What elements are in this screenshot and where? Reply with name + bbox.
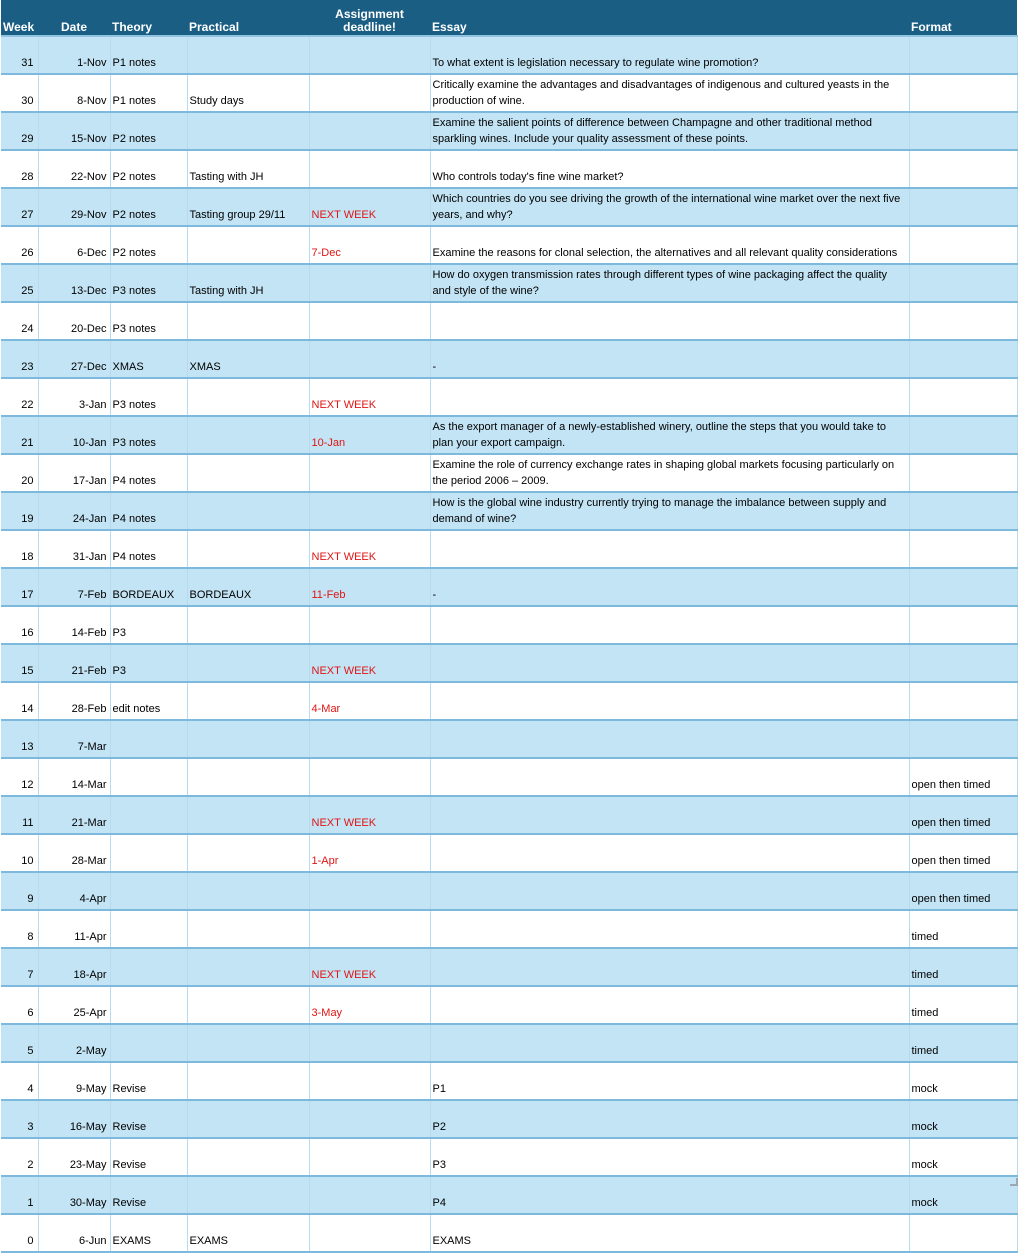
cell-week[interactable]: 26 [1, 226, 38, 264]
cell-format[interactable] [909, 340, 1017, 378]
cell-week[interactable]: 11 [1, 796, 38, 834]
table-row [1, 112, 1017, 150]
cell-essay[interactable]: Examine the role of currency exchange rates in shaping global markets focusing particularly on the period 2006 – 2009. [430, 454, 909, 492]
cell-deadline[interactable]: 11-Feb [309, 568, 430, 606]
cell-theory[interactable]: Revise [110, 1062, 187, 1100]
cell-format[interactable] [909, 416, 1017, 454]
cell-practical[interactable] [187, 796, 309, 834]
table-row [1, 188, 1017, 226]
cell-week[interactable]: 31 [1, 36, 38, 74]
table-row [1, 872, 1017, 910]
column-header-assignment-deadline[interactable] [309, 0, 430, 36]
cell-deadline[interactable] [309, 1214, 430, 1252]
cell-deadline[interactable] [309, 1138, 430, 1176]
cell-format[interactable] [909, 150, 1017, 188]
cell-practical[interactable] [187, 378, 309, 416]
cell-essay[interactable] [430, 948, 909, 986]
cell-week[interactable]: 20 [1, 454, 38, 492]
schedule-spreadsheet [1, 0, 1018, 1253]
table-row [1, 606, 1017, 644]
cell-theory[interactable]: P3 notes [110, 416, 187, 454]
cell-essay[interactable]: - [430, 340, 909, 378]
cell-practical[interactable]: Tasting with JH [187, 264, 309, 302]
cell-format[interactable]: timed [909, 948, 1017, 986]
cell-deadline[interactable]: 3-May [309, 986, 430, 1024]
table-row [1, 1062, 1017, 1100]
cell-format[interactable] [909, 74, 1017, 112]
table-row [1, 264, 1017, 302]
cell-format[interactable] [909, 302, 1017, 340]
cell-essay[interactable] [430, 530, 909, 568]
cell-practical[interactable]: BORDEAUX [187, 568, 309, 606]
cell-essay[interactable] [430, 834, 909, 872]
table-row [1, 568, 1017, 606]
cell-deadline[interactable] [309, 492, 430, 530]
cell-date[interactable]: 20-Dec [38, 302, 110, 340]
cell-practical[interactable]: EXAMS [187, 1214, 309, 1252]
cell-practical[interactable] [187, 226, 309, 264]
cell-practical[interactable] [187, 872, 309, 910]
cell-essay[interactable] [430, 872, 909, 910]
cell-essay[interactable]: Which countries do you see driving the growth of the international wine market over the next five years, and why? [430, 188, 909, 226]
cell-theory[interactable]: P4 notes [110, 492, 187, 530]
cell-date[interactable]: 21-Mar [38, 796, 110, 834]
cell-theory[interactable] [110, 720, 187, 758]
cell-format[interactable]: mock [909, 1100, 1017, 1138]
cell-format[interactable] [909, 454, 1017, 492]
cell-practical[interactable] [187, 1062, 309, 1100]
cell-date[interactable]: 7-Mar [38, 720, 110, 758]
cell-week[interactable]: 1 [1, 1176, 38, 1214]
cell-practical[interactable] [187, 834, 309, 872]
cell-date[interactable]: 22-Nov [38, 150, 110, 188]
cell-date[interactable]: 14-Mar [38, 758, 110, 796]
cell-practical[interactable] [187, 112, 309, 150]
cell-week[interactable]: 30 [1, 74, 38, 112]
cell-theory[interactable]: P3 notes [110, 264, 187, 302]
cell-week[interactable]: 2 [1, 1138, 38, 1176]
cell-week[interactable]: 13 [1, 720, 38, 758]
cell-practical[interactable]: Tasting with JH [187, 150, 309, 188]
cell-format[interactable] [909, 530, 1017, 568]
cell-week[interactable]: 18 [1, 530, 38, 568]
cell-theory[interactable]: P2 notes [110, 226, 187, 264]
cell-week[interactable]: 21 [1, 416, 38, 454]
cell-format[interactable]: timed [909, 910, 1017, 948]
cell-date[interactable]: 21-Feb [38, 644, 110, 682]
cell-practical[interactable] [187, 36, 309, 74]
cell-date[interactable]: 8-Nov [38, 74, 110, 112]
column-header-theory[interactable]: Theory [110, 0, 187, 36]
cell-theory[interactable] [110, 834, 187, 872]
cell-week[interactable]: 22 [1, 378, 38, 416]
cell-week[interactable]: 17 [1, 568, 38, 606]
cell-deadline[interactable] [309, 264, 430, 302]
table-row [1, 416, 1017, 454]
cell-format[interactable]: timed [909, 1024, 1017, 1062]
cell-format[interactable]: open then timed [909, 834, 1017, 872]
cell-week[interactable]: 19 [1, 492, 38, 530]
cell-essay[interactable]: How do oxygen transmission rates through different types of wine packaging affect the quality and style of the wine? [430, 264, 909, 302]
cell-format[interactable] [909, 492, 1017, 530]
cell-theory[interactable]: Revise [110, 1100, 187, 1138]
table-row [1, 378, 1017, 416]
cell-practical[interactable]: Study days [187, 74, 309, 112]
cell-theory[interactable]: P3 [110, 644, 187, 682]
cell-date[interactable]: 1-Nov [38, 36, 110, 74]
column-header-essay[interactable]: Essay [430, 0, 909, 36]
cell-date[interactable]: 16-May [38, 1100, 110, 1138]
cell-theory[interactable]: P2 notes [110, 112, 187, 150]
cell-essay[interactable]: Critically examine the advantages and disadvantages of indigenous and cultured yeasts in the production of wine. [430, 74, 909, 112]
table-row [1, 1024, 1017, 1062]
cell-week[interactable]: 29 [1, 112, 38, 150]
cell-format[interactable] [909, 378, 1017, 416]
cell-date[interactable]: 28-Mar [38, 834, 110, 872]
cell-week[interactable]: 8 [1, 910, 38, 948]
cell-date[interactable]: 28-Feb [38, 682, 110, 720]
cell-week[interactable]: 10 [1, 834, 38, 872]
cell-format[interactable] [909, 188, 1017, 226]
cell-date[interactable]: 11-Apr [38, 910, 110, 948]
table-row [1, 1176, 1017, 1214]
cell-format[interactable] [909, 720, 1017, 758]
cell-deadline[interactable] [309, 1176, 430, 1214]
cell-essay[interactable]: P1 [430, 1062, 909, 1100]
cell-deadline[interactable] [309, 1062, 430, 1100]
cell-week[interactable]: 27 [1, 188, 38, 226]
cell-theory[interactable]: edit notes [110, 682, 187, 720]
cell-theory[interactable]: P1 notes [110, 74, 187, 112]
cell-week[interactable]: 16 [1, 606, 38, 644]
cell-date[interactable]: 25-Apr [38, 986, 110, 1024]
cell-date[interactable]: 7-Feb [38, 568, 110, 606]
cell-date[interactable]: 30-May [38, 1176, 110, 1214]
table-row [1, 74, 1017, 112]
cell-theory[interactable]: P2 notes [110, 188, 187, 226]
cell-practical[interactable] [187, 682, 309, 720]
cell-essay[interactable] [430, 606, 909, 644]
cell-week[interactable]: 0 [1, 1214, 38, 1252]
table-row [1, 796, 1017, 834]
cell-format[interactable]: open then timed [909, 872, 1017, 910]
cell-date[interactable]: 29-Nov [38, 188, 110, 226]
cell-format[interactable]: timed [909, 986, 1017, 1024]
cell-date[interactable]: 2-May [38, 1024, 110, 1062]
table-row [1, 492, 1017, 530]
cell-theory[interactable]: P3 [110, 606, 187, 644]
cell-deadline[interactable] [309, 606, 430, 644]
cell-week[interactable]: 6 [1, 986, 38, 1024]
cell-practical[interactable]: Tasting group 29/11 [187, 188, 309, 226]
cell-week[interactable]: 9 [1, 872, 38, 910]
column-header-practical[interactable]: Practical [187, 0, 309, 36]
cell-theory[interactable]: Revise [110, 1138, 187, 1176]
cell-practical[interactable] [187, 492, 309, 530]
cell-date[interactable]: 10-Jan [38, 416, 110, 454]
cell-deadline[interactable]: 4-Mar [309, 682, 430, 720]
cell-deadline[interactable] [309, 910, 430, 948]
cell-week[interactable]: 15 [1, 644, 38, 682]
table-row [1, 36, 1017, 74]
cell-theory[interactable] [110, 796, 187, 834]
table-row [1, 834, 1017, 872]
cell-date[interactable]: 14-Feb [38, 606, 110, 644]
cell-essay[interactable]: Examine the reasons for clonal selection, the alternatives and all relevant quality considerations [430, 226, 909, 264]
cell-practical[interactable] [187, 454, 309, 492]
cell-deadline[interactable] [309, 36, 430, 74]
cell-deadline[interactable] [309, 302, 430, 340]
cell-date[interactable]: 15-Nov [38, 112, 110, 150]
cell-format[interactable] [909, 1214, 1017, 1252]
cell-theory[interactable] [110, 1024, 187, 1062]
cell-week[interactable]: 25 [1, 264, 38, 302]
cell-date[interactable]: 6-Dec [38, 226, 110, 264]
table-row [1, 720, 1017, 758]
cell-theory[interactable] [110, 948, 187, 986]
cell-format[interactable]: mock [909, 1062, 1017, 1100]
table-row [1, 226, 1017, 264]
cell-deadline[interactable]: 7-Dec [309, 226, 430, 264]
cell-deadline[interactable] [309, 454, 430, 492]
cell-deadline[interactable] [309, 872, 430, 910]
column-header-date[interactable]: Date [38, 0, 110, 36]
cell-theory[interactable]: BORDEAUX [110, 568, 187, 606]
table-row [1, 1138, 1017, 1176]
table-row [1, 682, 1017, 720]
cell-deadline[interactable] [309, 1024, 430, 1062]
cell-practical[interactable] [187, 416, 309, 454]
cell-deadline[interactable] [309, 74, 430, 112]
column-header-format[interactable]: Format [909, 0, 1017, 36]
cell-format[interactable] [909, 226, 1017, 264]
cell-deadline[interactable] [309, 112, 430, 150]
cell-date[interactable]: 23-May [38, 1138, 110, 1176]
cell-deadline[interactable] [309, 720, 430, 758]
cell-deadline[interactable]: 10-Jan [309, 416, 430, 454]
cell-theory[interactable] [110, 910, 187, 948]
cell-practical[interactable] [187, 1176, 309, 1214]
cell-practical[interactable] [187, 986, 309, 1024]
cell-week[interactable]: 23 [1, 340, 38, 378]
cell-date[interactable]: 18-Apr [38, 948, 110, 986]
table-row [1, 948, 1017, 986]
deadline-header-line2: deadline! [343, 20, 396, 34]
table-row [1, 910, 1017, 948]
cell-format[interactable]: open then timed [909, 758, 1017, 796]
cell-essay[interactable] [430, 910, 909, 948]
table-row [1, 302, 1017, 340]
cell-practical[interactable] [187, 1138, 309, 1176]
cell-format[interactable] [909, 112, 1017, 150]
cell-week[interactable]: 5 [1, 1024, 38, 1062]
cell-theory[interactable]: P3 notes [110, 302, 187, 340]
cell-week[interactable]: 3 [1, 1100, 38, 1138]
cell-date[interactable]: 24-Jan [38, 492, 110, 530]
cell-essay[interactable]: Who controls today's fine wine market? [430, 150, 909, 188]
cell-essay[interactable] [430, 302, 909, 340]
cell-essay[interactable]: To what extent is legislation necessary to regulate wine promotion? [430, 36, 909, 74]
cell-week[interactable]: 4 [1, 1062, 38, 1100]
cell-essay[interactable]: How is the global wine industry currently trying to manage the imbalance between supply and demand of wine? [430, 492, 909, 530]
cell-essay[interactable] [430, 1024, 909, 1062]
cell-deadline[interactable] [309, 340, 430, 378]
cell-essay[interactable] [430, 986, 909, 1024]
cell-format[interactable]: mock [909, 1138, 1017, 1176]
cell-essay[interactable]: - [430, 568, 909, 606]
cell-deadline[interactable]: NEXT WEEK [309, 188, 430, 226]
cell-theory[interactable]: P4 notes [110, 530, 187, 568]
cell-practical[interactable] [187, 720, 309, 758]
table-row [1, 1214, 1017, 1252]
cell-theory[interactable] [110, 758, 187, 796]
cell-deadline[interactable]: NEXT WEEK [309, 796, 430, 834]
cell-deadline[interactable] [309, 150, 430, 188]
cell-date[interactable]: 31-Jan [38, 530, 110, 568]
table-row [1, 150, 1017, 188]
cell-week[interactable]: 12 [1, 758, 38, 796]
table-row [1, 530, 1017, 568]
cell-essay[interactable] [430, 720, 909, 758]
cell-week[interactable]: 14 [1, 682, 38, 720]
cell-essay[interactable] [430, 682, 909, 720]
cell-practical[interactable] [187, 530, 309, 568]
cell-theory[interactable] [110, 872, 187, 910]
cell-format[interactable] [909, 568, 1017, 606]
deadline-header-line1: Assignment [335, 7, 404, 21]
cell-essay[interactable]: Examine the salient points of difference between Champagne and other traditional method sparkling wines. Include your quality assessment of these points. [430, 112, 909, 150]
cell-theory[interactable] [110, 986, 187, 1024]
cell-practical[interactable] [187, 948, 309, 986]
cell-date[interactable]: 9-May [38, 1062, 110, 1100]
table-row [1, 340, 1017, 378]
cell-practical[interactable]: XMAS [187, 340, 309, 378]
table-row [1, 1100, 1017, 1138]
table-row [1, 644, 1017, 682]
schedule-rows [1, 36, 1017, 1252]
cell-week[interactable]: 7 [1, 948, 38, 986]
column-header-week[interactable]: Week [1, 0, 38, 36]
cell-essay[interactable]: As the export manager of a newly-established winery, outline the steps that you would take to plan your export campaign. [430, 416, 909, 454]
cell-theory[interactable]: P3 notes [110, 378, 187, 416]
cell-deadline[interactable]: NEXT WEEK [309, 644, 430, 682]
cell-essay[interactable] [430, 378, 909, 416]
cell-date[interactable]: 4-Apr [38, 872, 110, 910]
cell-practical[interactable] [187, 758, 309, 796]
cell-practical[interactable] [187, 302, 309, 340]
cell-essay[interactable]: P3 [430, 1138, 909, 1176]
cell-deadline[interactable]: NEXT WEEK [309, 948, 430, 986]
cell-essay[interactable]: P2 [430, 1100, 909, 1138]
cell-theory[interactable]: P4 notes [110, 454, 187, 492]
cell-deadline[interactable] [309, 758, 430, 796]
cell-format[interactable] [909, 644, 1017, 682]
cell-format[interactable] [909, 682, 1017, 720]
cell-practical[interactable] [187, 1024, 309, 1062]
resize-handle-icon[interactable] [1010, 1178, 1018, 1186]
cell-week[interactable]: 24 [1, 302, 38, 340]
cell-essay[interactable] [430, 758, 909, 796]
cell-format[interactable] [909, 36, 1017, 74]
cell-theory[interactable]: P1 notes [110, 36, 187, 74]
cell-date[interactable]: 13-Dec [38, 264, 110, 302]
cell-essay[interactable]: EXAMS [430, 1214, 909, 1252]
cell-format[interactable]: mock [909, 1176, 1017, 1214]
cell-format[interactable] [909, 606, 1017, 644]
cell-theory[interactable]: Revise [110, 1176, 187, 1214]
cell-essay[interactable]: P4 [430, 1176, 909, 1214]
cell-week[interactable]: 28 [1, 150, 38, 188]
header-row [1, 0, 1017, 36]
cell-practical[interactable] [187, 910, 309, 948]
cell-theory[interactable]: XMAS [110, 340, 187, 378]
table-row [1, 758, 1017, 796]
cell-date[interactable]: 27-Dec [38, 340, 110, 378]
table-row [1, 986, 1017, 1024]
cell-practical[interactable] [187, 644, 309, 682]
cell-practical[interactable] [187, 606, 309, 644]
cell-date[interactable]: 17-Jan [38, 454, 110, 492]
cell-date[interactable]: 6-Jun [38, 1214, 110, 1252]
cell-date[interactable]: 3-Jan [38, 378, 110, 416]
cell-format[interactable] [909, 264, 1017, 302]
table-row [1, 454, 1017, 492]
cell-format[interactable]: open then timed [909, 796, 1017, 834]
cell-theory[interactable]: EXAMS [110, 1214, 187, 1252]
cell-essay[interactable] [430, 644, 909, 682]
cell-deadline[interactable]: NEXT WEEK [309, 378, 430, 416]
cell-deadline[interactable] [309, 1100, 430, 1138]
cell-practical[interactable] [187, 1100, 309, 1138]
cell-theory[interactable]: P2 notes [110, 150, 187, 188]
cell-essay[interactable] [430, 796, 909, 834]
cell-deadline[interactable]: NEXT WEEK [309, 530, 430, 568]
cell-deadline[interactable]: 1-Apr [309, 834, 430, 872]
